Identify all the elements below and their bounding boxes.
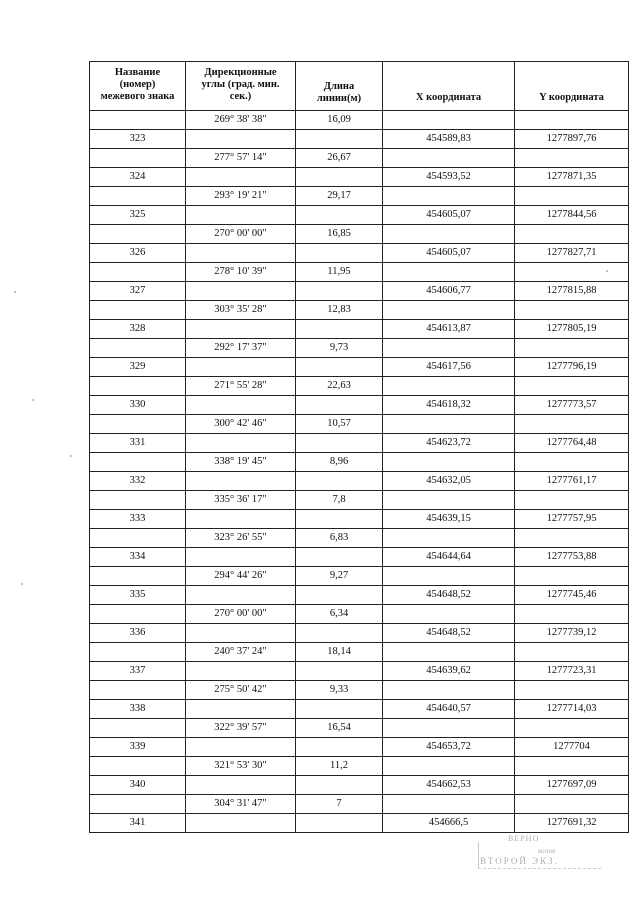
cell-y-coordinate: 1277714,03 [514, 699, 629, 718]
cell-line-length [295, 319, 382, 338]
cell-y-coordinate [514, 224, 629, 243]
cell-direction-angle [185, 775, 295, 794]
cell-x-coordinate [382, 490, 514, 509]
cell-direction-angle: 292° 17' 37" [185, 338, 295, 357]
cell-line-length [295, 433, 382, 452]
cell-x-coordinate [382, 148, 514, 167]
cell-x-coordinate: 454605,07 [382, 205, 514, 224]
cell-x-coordinate: 454662,53 [382, 775, 514, 794]
cell-mark-name: 323 [89, 129, 185, 148]
cell-line-length: 16,85 [295, 224, 382, 243]
cell-line-length: 11,2 [295, 756, 382, 775]
cell-x-coordinate [382, 110, 514, 129]
cell-direction-angle [185, 357, 295, 376]
table-row [89, 718, 629, 737]
cell-line-length [295, 661, 382, 680]
header-x-coordinate [382, 61, 514, 110]
cell-mark-name: 331 [89, 433, 185, 452]
header-name-line-1: Название [114, 67, 161, 78]
cell-x-coordinate [382, 186, 514, 205]
cell-line-length: 9,33 [295, 680, 382, 699]
table-row [89, 129, 629, 148]
cell-mark-name: 328 [89, 319, 185, 338]
cell-mark-name [89, 110, 185, 129]
cell-line-length: 9,27 [295, 566, 382, 585]
cell-direction-angle: 271° 55' 28" [185, 376, 295, 395]
table-row [89, 300, 629, 319]
cell-y-coordinate: 1277844,56 [514, 205, 629, 224]
cell-x-coordinate: 454605,07 [382, 243, 514, 262]
table-row [89, 737, 629, 756]
cell-y-coordinate: 1277764,48 [514, 433, 629, 452]
cell-y-coordinate [514, 262, 629, 281]
cell-x-coordinate [382, 756, 514, 775]
cell-y-coordinate: 1277805,19 [514, 319, 629, 338]
cell-line-length: 11,95 [295, 262, 382, 281]
cell-x-coordinate: 454606,77 [382, 281, 514, 300]
cell-mark-name: 332 [89, 471, 185, 490]
table-row [89, 528, 629, 547]
cell-x-coordinate: 454617,56 [382, 357, 514, 376]
cell-y-coordinate [514, 680, 629, 699]
table-row [89, 794, 629, 813]
cell-x-coordinate: 454623,72 [382, 433, 514, 452]
cell-y-coordinate [514, 528, 629, 547]
cell-y-coordinate: 1277827,71 [514, 243, 629, 262]
table-header [89, 61, 629, 110]
cell-line-length: 18,14 [295, 642, 382, 661]
stamp-line-1: ВЕРНО [508, 834, 540, 843]
cell-y-coordinate [514, 566, 629, 585]
cell-direction-angle [185, 813, 295, 832]
cell-direction-angle [185, 585, 295, 604]
table-row [89, 452, 629, 471]
header-x-label: X координата [415, 92, 482, 103]
cell-direction-angle [185, 395, 295, 414]
cell-x-coordinate: 454593,52 [382, 167, 514, 186]
header-name-line-2: (номер) [119, 79, 156, 90]
cell-mark-name [89, 604, 185, 623]
cell-mark-name [89, 452, 185, 471]
table-row [89, 680, 629, 699]
table-row [89, 604, 629, 623]
table-row [89, 376, 629, 395]
cell-y-coordinate [514, 110, 629, 129]
cell-x-coordinate [382, 642, 514, 661]
cell-mark-name [89, 566, 185, 585]
cell-mark-name [89, 414, 185, 433]
cell-direction-angle: 293° 19' 21" [185, 186, 295, 205]
table-row [89, 281, 629, 300]
cell-line-length [295, 547, 382, 566]
cell-x-coordinate [382, 718, 514, 737]
table-row [89, 699, 629, 718]
cell-y-coordinate [514, 414, 629, 433]
cell-mark-name: 324 [89, 167, 185, 186]
cell-y-coordinate: 1277704 [514, 737, 629, 756]
cell-mark-name: 337 [89, 661, 185, 680]
cell-line-length: 8,96 [295, 452, 382, 471]
cell-line-length: 10,57 [295, 414, 382, 433]
header-length-line-1: Длина [323, 81, 355, 92]
cell-mark-name: 339 [89, 737, 185, 756]
cell-y-coordinate: 1277757,95 [514, 509, 629, 528]
cell-x-coordinate [382, 680, 514, 699]
cell-y-coordinate [514, 794, 629, 813]
table-row [89, 224, 629, 243]
cell-direction-angle: 270° 00' 00" [185, 604, 295, 623]
cell-mark-name: 329 [89, 357, 185, 376]
cell-direction-angle [185, 699, 295, 718]
cell-mark-name: 338 [89, 699, 185, 718]
header-angle-line-2: углы (град. мин. [201, 79, 280, 90]
cell-direction-angle: 303° 35' 28" [185, 300, 295, 319]
cell-mark-name [89, 756, 185, 775]
cell-mark-name [89, 224, 185, 243]
cell-mark-name: 336 [89, 623, 185, 642]
header-y-coordinate [514, 61, 629, 110]
cell-direction-angle: 277° 57' 14" [185, 148, 295, 167]
table-row [89, 547, 629, 566]
cell-mark-name [89, 338, 185, 357]
scan-speck [606, 270, 608, 272]
cell-direction-angle: 270° 00' 00" [185, 224, 295, 243]
cell-mark-name [89, 490, 185, 509]
table-row [89, 642, 629, 661]
stamp-line-2: копия [538, 847, 556, 855]
cell-line-length [295, 129, 382, 148]
cell-x-coordinate: 454639,62 [382, 661, 514, 680]
cell-x-coordinate: 454632,05 [382, 471, 514, 490]
cell-mark-name [89, 680, 185, 699]
cell-direction-angle: 304° 31' 47" [185, 794, 295, 813]
table-row [89, 205, 629, 224]
header-angle-line-1: Дирекционные [204, 67, 277, 78]
cell-x-coordinate [382, 376, 514, 395]
cell-direction-angle [185, 737, 295, 756]
cell-direction-angle [185, 129, 295, 148]
cell-mark-name: 325 [89, 205, 185, 224]
cell-mark-name [89, 148, 185, 167]
cell-y-coordinate: 1277796,19 [514, 357, 629, 376]
cell-line-length: 16,54 [295, 718, 382, 737]
table-row [89, 509, 629, 528]
cell-x-coordinate: 454589,83 [382, 129, 514, 148]
cell-x-coordinate: 454644,64 [382, 547, 514, 566]
cell-line-length [295, 585, 382, 604]
cell-direction-angle: 323° 26' 55" [185, 528, 295, 547]
cell-mark-name [89, 718, 185, 737]
cell-y-coordinate: 1277815,88 [514, 281, 629, 300]
cell-direction-angle [185, 661, 295, 680]
cell-line-length: 26,67 [295, 148, 382, 167]
cell-mark-name [89, 642, 185, 661]
cell-x-coordinate: 454666,5 [382, 813, 514, 832]
cell-line-length [295, 699, 382, 718]
cell-x-coordinate: 454613,87 [382, 319, 514, 338]
header-name-line-3: межевого знака [100, 91, 175, 102]
cell-y-coordinate [514, 642, 629, 661]
cell-y-coordinate: 1277739,12 [514, 623, 629, 642]
cell-mark-name [89, 376, 185, 395]
cell-y-coordinate: 1277753,88 [514, 547, 629, 566]
cell-y-coordinate [514, 300, 629, 319]
scan-speck [32, 399, 34, 401]
table-row [89, 490, 629, 509]
table-row [89, 661, 629, 680]
cell-direction-angle: 240° 37' 24" [185, 642, 295, 661]
cell-direction-angle: 269° 38' 38" [185, 110, 295, 129]
cell-x-coordinate: 454639,15 [382, 509, 514, 528]
header-line-length [295, 61, 382, 110]
cell-y-coordinate [514, 376, 629, 395]
scan-speck [14, 291, 16, 293]
cell-x-coordinate: 454648,52 [382, 623, 514, 642]
cell-line-length: 6,34 [295, 604, 382, 623]
cell-direction-angle [185, 623, 295, 642]
cell-x-coordinate: 454648,52 [382, 585, 514, 604]
cell-mark-name: 335 [89, 585, 185, 604]
cell-line-length: 6,83 [295, 528, 382, 547]
table-row [89, 756, 629, 775]
certification-stamp [478, 832, 608, 878]
cell-direction-angle: 300° 42' 46" [185, 414, 295, 433]
cell-direction-angle: 275° 50' 42" [185, 680, 295, 699]
scan-speck [70, 455, 72, 457]
cell-y-coordinate [514, 338, 629, 357]
table-row [89, 414, 629, 433]
cell-y-coordinate [514, 756, 629, 775]
cell-direction-angle [185, 509, 295, 528]
cell-x-coordinate: 454653,72 [382, 737, 514, 756]
cell-line-length: 29,17 [295, 186, 382, 205]
table-row [89, 471, 629, 490]
cell-y-coordinate: 1277897,76 [514, 129, 629, 148]
cell-y-coordinate [514, 186, 629, 205]
cell-line-length: 22,63 [295, 376, 382, 395]
table-row [89, 623, 629, 642]
cell-y-coordinate [514, 452, 629, 471]
cell-direction-angle: 322° 39' 57" [185, 718, 295, 737]
cell-line-length [295, 205, 382, 224]
header-angle-line-3: сек.) [229, 91, 252, 102]
cell-direction-angle [185, 243, 295, 262]
table-row [89, 813, 629, 832]
table-row [89, 243, 629, 262]
cell-direction-angle [185, 471, 295, 490]
cell-line-length [295, 281, 382, 300]
cell-x-coordinate [382, 224, 514, 243]
stamp-line-3: ВТОРОЙ ЭКЗ. [480, 856, 559, 866]
cell-x-coordinate [382, 338, 514, 357]
table-row [89, 338, 629, 357]
cell-mark-name [89, 794, 185, 813]
cell-y-coordinate: 1277697,09 [514, 775, 629, 794]
cell-mark-name: 340 [89, 775, 185, 794]
cell-direction-angle: 335° 36' 17" [185, 490, 295, 509]
cell-y-coordinate: 1277745,46 [514, 585, 629, 604]
cell-direction-angle: 338° 19' 45" [185, 452, 295, 471]
cell-mark-name [89, 262, 185, 281]
cell-line-length: 9,73 [295, 338, 382, 357]
table-row [89, 319, 629, 338]
cell-y-coordinate [514, 148, 629, 167]
cell-mark-name [89, 528, 185, 547]
cell-line-length: 16,09 [295, 110, 382, 129]
cell-direction-angle: 321° 53' 30" [185, 756, 295, 775]
header-y-label: Y координата [539, 92, 604, 103]
table-row [89, 167, 629, 186]
cell-line-length [295, 509, 382, 528]
cell-x-coordinate [382, 262, 514, 281]
cell-line-length [295, 471, 382, 490]
cell-line-length: 12,83 [295, 300, 382, 319]
cell-direction-angle [185, 281, 295, 300]
cell-x-coordinate [382, 300, 514, 319]
cell-line-length [295, 623, 382, 642]
cell-mark-name: 341 [89, 813, 185, 832]
cell-mark-name: 334 [89, 547, 185, 566]
cell-line-length: 7,8 [295, 490, 382, 509]
cell-y-coordinate: 1277691,32 [514, 813, 629, 832]
cell-mark-name [89, 300, 185, 319]
cell-y-coordinate: 1277761,17 [514, 471, 629, 490]
cell-x-coordinate [382, 414, 514, 433]
table-row [89, 395, 629, 414]
table-row [89, 357, 629, 376]
cell-direction-angle [185, 205, 295, 224]
cell-mark-name: 333 [89, 509, 185, 528]
cell-line-length [295, 813, 382, 832]
cell-line-length [295, 775, 382, 794]
cell-x-coordinate: 454640,57 [382, 699, 514, 718]
table-row [89, 110, 629, 129]
cell-line-length [295, 395, 382, 414]
cell-direction-angle [185, 547, 295, 566]
cell-line-length [295, 243, 382, 262]
cell-line-length [295, 167, 382, 186]
cell-x-coordinate: 454618,32 [382, 395, 514, 414]
cell-line-length [295, 357, 382, 376]
cell-mark-name: 326 [89, 243, 185, 262]
cell-x-coordinate [382, 452, 514, 471]
cell-x-coordinate [382, 794, 514, 813]
cell-line-length [295, 737, 382, 756]
cell-direction-angle [185, 433, 295, 452]
table-row [89, 775, 629, 794]
cell-y-coordinate: 1277871,35 [514, 167, 629, 186]
header-direction-angle [185, 61, 295, 110]
table-row [89, 148, 629, 167]
table-row [89, 186, 629, 205]
table-row [89, 433, 629, 452]
cell-mark-name: 330 [89, 395, 185, 414]
table-row [89, 262, 629, 281]
cell-direction-angle [185, 167, 295, 186]
scan-speck [21, 583, 23, 585]
table-row [89, 585, 629, 604]
cell-x-coordinate [382, 566, 514, 585]
table-row [89, 566, 629, 585]
cell-y-coordinate [514, 718, 629, 737]
header-boundary-mark-name [89, 61, 185, 110]
cell-y-coordinate [514, 604, 629, 623]
cell-y-coordinate: 1277773,57 [514, 395, 629, 414]
cell-mark-name [89, 186, 185, 205]
cell-x-coordinate [382, 604, 514, 623]
cell-x-coordinate [382, 528, 514, 547]
cell-direction-angle: 294° 44' 26" [185, 566, 295, 585]
cell-direction-angle [185, 319, 295, 338]
header-length-line-2: линии(м) [316, 93, 362, 104]
cell-mark-name: 327 [89, 281, 185, 300]
cell-y-coordinate [514, 490, 629, 509]
cell-direction-angle: 278° 10' 39" [185, 262, 295, 281]
cell-line-length: 7 [295, 794, 382, 813]
cell-y-coordinate: 1277723,31 [514, 661, 629, 680]
